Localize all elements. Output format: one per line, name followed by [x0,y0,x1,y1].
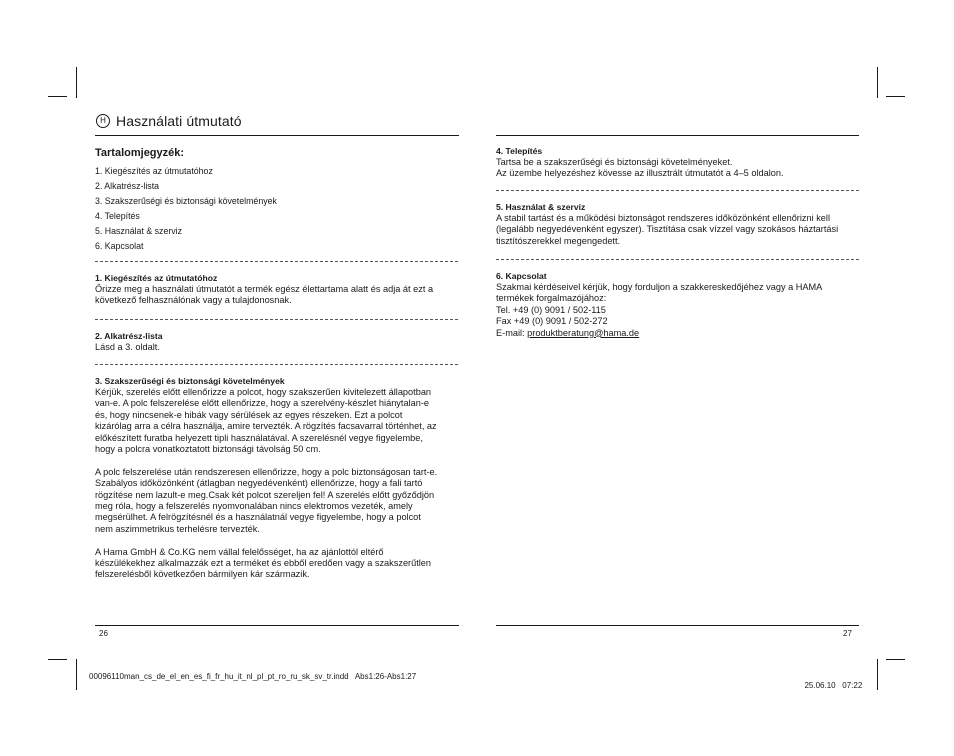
text-line: és, hogy nincsenek-e hibák vagy sérülések az egyes részeken. Ezt a polcot [95,409,403,420]
text-line: Tel. +49 (0) 9091 / 502-115 [496,304,606,315]
crop-mark [48,659,67,660]
section-divider [95,261,458,262]
crop-mark [76,67,77,98]
header-rule-right [496,135,859,136]
section-2-heading: 2. Alkatrész-lista [95,331,163,341]
toc-heading: Tartalomjegyzék: [95,147,185,159]
title-text: Használati útmutató [116,113,242,129]
text-line: van-e. A polc felszerelése előtt ellenőrizze, hogy a szerelvény-készlet hiánytalan-e [95,398,429,409]
crop-mark [877,659,878,690]
toc-item: 5. Használat & szerviz [95,226,183,237]
section-divider [95,364,458,365]
text-line: Szakmai kérdéseivel kérjük, hogy forduljon a szakkereskedőjéhez vagy a HAMA [496,282,823,292]
text-line: hogy a polcra vonatkoztatott biztonsági távolság 50 cm. [95,444,321,455]
footer-rule-right [496,625,859,626]
toc-item: 6. Kapcsolat [95,241,144,252]
section-divider [95,319,458,320]
section-4-heading: 4. Telepítés [496,146,543,156]
crop-mark [877,67,878,98]
section-1-heading: 1. Kiegészítés az útmutatóhoz [95,273,218,283]
text-line: A Hama GmbH & Co.KG nem vállal felelősséget, ha az ajánlottól eltérő [95,546,384,557]
toc-item: 1. Kiegészítés az útmutatóhoz [95,166,213,176]
section-6-heading: 6. Kapcsolat [496,271,547,281]
text-line: A stabil tartást és a működési biztonságot rendszeres időközönként ellenőrizni kell [496,213,830,223]
page-number-left: 26 [99,629,108,638]
text-line: Tartsa be a szakszerűségi és biztonsági követelményeket. [496,157,733,167]
crop-mark [886,96,905,97]
text-line: Fax +49 (0) 9091 / 502-272 [496,316,608,327]
section-divider [496,190,859,191]
toc-item: 4. Telepítés [95,211,140,222]
text-line: következő felhasználónak vagy a tulajdonosnak. [95,295,292,306]
text-line: rögzítése nem lazult-e meg.Csak két polcot szereljen fel! A szerelés előtt győződjön [95,489,435,500]
section-3 [95,376,437,581]
email-label: E-mail: [496,327,525,338]
toc-list [95,164,277,255]
text-line: kizárólag arra a célra használja, amire tervezték. A rögzítés facsavarral történhet, az [95,421,437,432]
text-line: felszerelésből következően bármilyen kár származik. [95,569,310,580]
text-line: Kérjük, szerelés előtt ellenőrizze a polcot, hogy szakszerűen kivitelezett állapotban [95,387,432,397]
footer-rule-left [95,625,459,626]
section-1 [95,273,433,307]
text-line: készülékekhez alkalmazzák ezt a terméket és ebből eredően vagy a szakszerűtlen [95,558,432,569]
text-line: termékek forgalmazójához: [496,293,607,304]
text-line: Szabályos időközönként (átlagban negyedévenként) ellenőrizze, hogy a fali tartó [95,478,423,489]
crop-mark [48,96,67,97]
text-line: megsérülhet. A felrögzítésnél és a használatnál vegye figyelembe, hogy a polcot [95,512,421,523]
section-divider [496,259,859,260]
text-line: tisztítószerekkel megengedett. [496,235,621,246]
email-line [496,328,822,339]
section-2 [95,331,163,353]
text-line: Lásd a 3. oldalt. [95,342,160,352]
text-line: A polc felszerelése után rendszeresen ellenőrizze, hogy a polc biztonságosan tart-e. [95,466,438,477]
text-line: Őrizze meg a használati útmutatót a termék egész élettartama alatt és adja át ezt a [95,284,434,294]
header-rule-left [95,135,459,136]
toc-item: 3. Szakszerűségi és biztonsági követelmények [95,196,277,207]
print-time: 07:22 [842,681,863,690]
page-title [96,113,242,129]
print-date: 25.06.10 [804,681,836,690]
text-line: meg róla, hogy a felszerelés nyomvonalában nincs elektromos vezeték, amely [95,501,413,512]
email-link[interactable]: produktberatung@hama.de [527,327,640,338]
toc-item: 2. Alkatrész-lista [95,181,160,192]
text-line: (legalább negyedévenként egyszer). Tisztítása csak vízzel vagy szokásos háztartási [496,224,839,235]
crop-mark [886,659,905,660]
text-line: Az üzembe helyezéshez kövesse az illusztrált útmutatót a 4–5 oldalon. [496,168,784,179]
section-5-heading: 5. Használat & szerviz [496,202,586,212]
language-marker-icon: H [96,114,110,128]
section-4 [496,146,784,180]
page-number-right: 27 [843,629,852,638]
text-line: nem aszimmetrikus terhelésre tervezték. [95,523,260,534]
print-filename: 00096110man_cs_de_el_en_es_fi_fr_hu_it_nl_pl_pt_ro_ru_sk_sv_tr.indd Abs1:26-Abs1:27 [89,672,417,681]
section-6 [496,271,822,339]
print-timestamp [800,672,862,690]
section-3-heading: 3. Szakszerűségi és biztonsági követelmények [95,376,285,386]
crop-mark [76,659,77,690]
text-line: előkészített furatba helyezett tipli használatával. A szerelésnél vegye figyelembe, [95,432,423,443]
section-5 [496,202,838,247]
